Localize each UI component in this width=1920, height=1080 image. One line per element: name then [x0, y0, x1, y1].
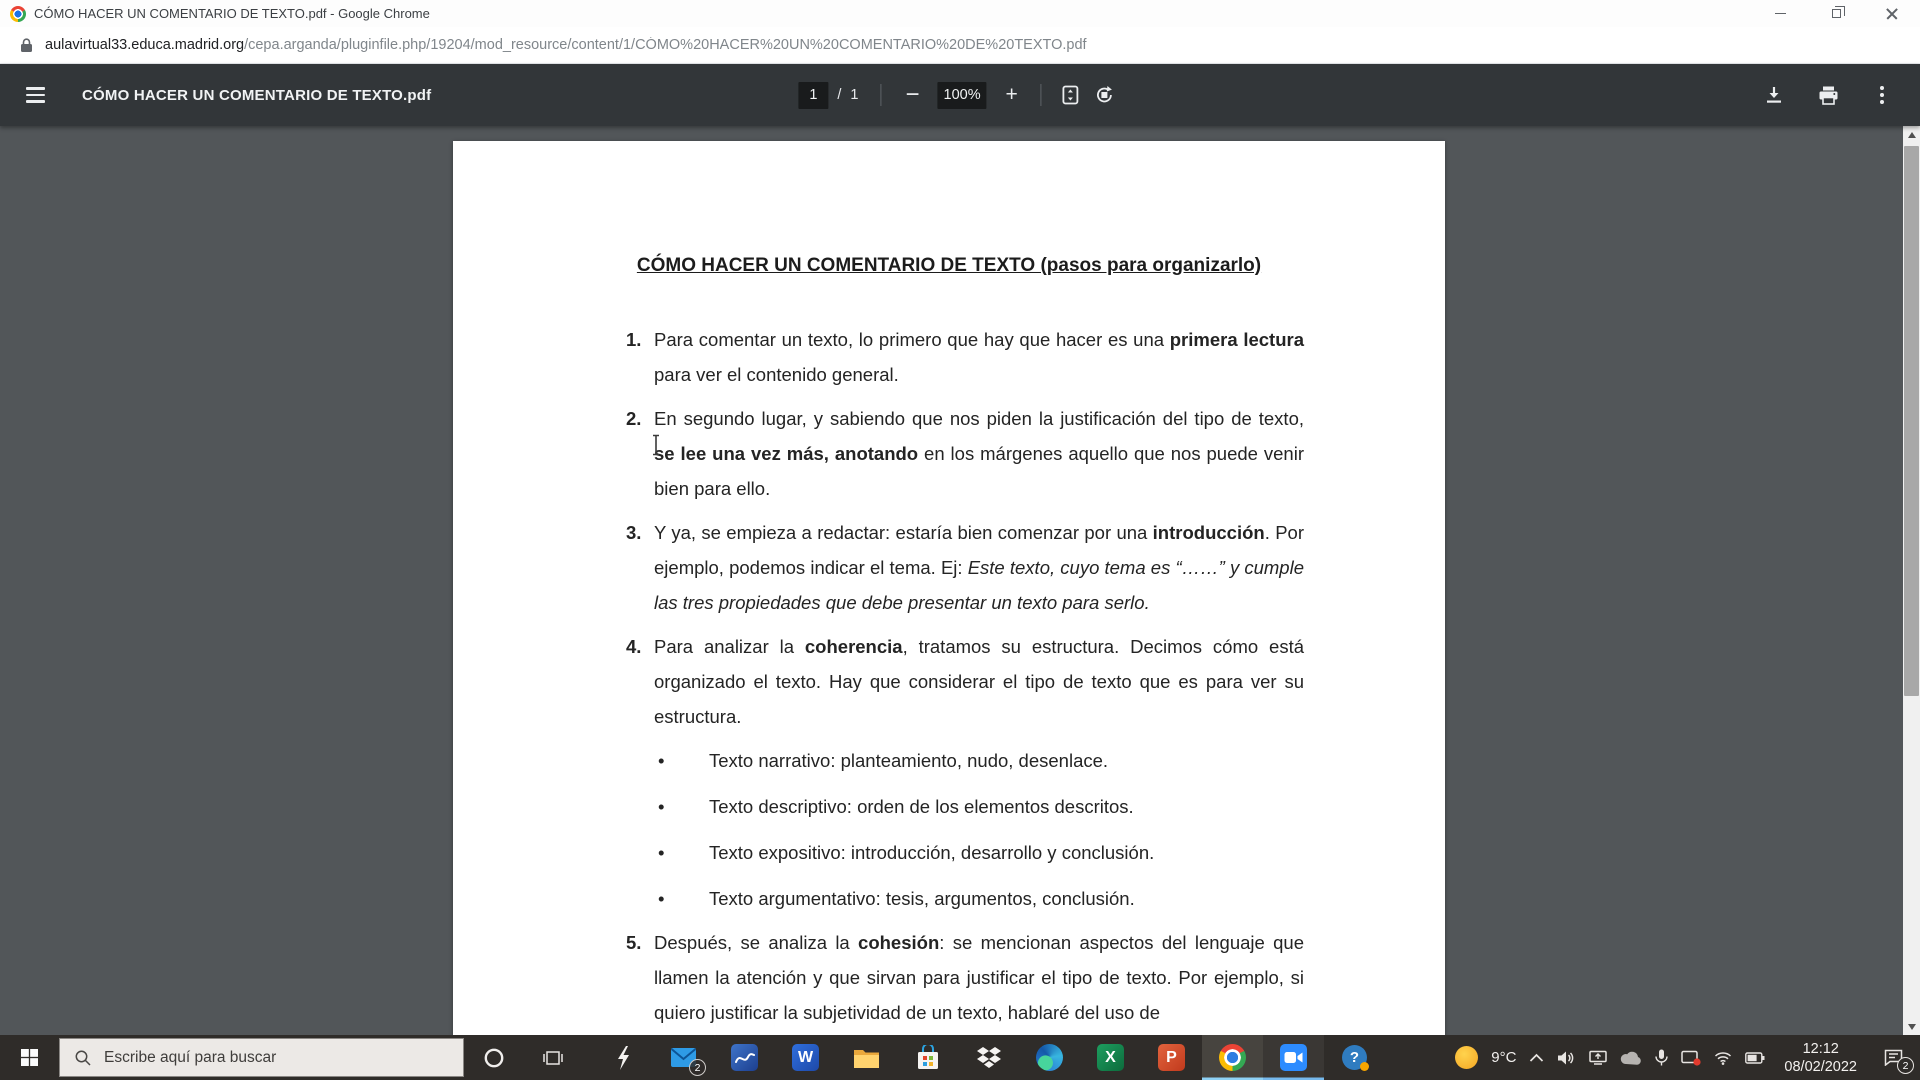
- bullet-item: • Texto descriptivo: orden de los elementos descritos.: [658, 796, 1134, 817]
- zoom-camera-icon: [1284, 1051, 1303, 1064]
- chrome-icon: [1219, 1044, 1246, 1071]
- battery-button[interactable]: [1745, 1052, 1765, 1064]
- word-icon: W: [792, 1044, 819, 1071]
- bullet-item: • Texto argumentativo: tesis, argumentos, conclusión.: [658, 888, 1135, 909]
- tray-date: 08/02/2022: [1784, 1058, 1857, 1075]
- url-path: /cepa.arganda/pluginfile.php/19204/mod_resource/content/1/CÓMO%20HACER%20UN%20COMENTARIO%20DE%20TEXTO.pdf: [244, 37, 1087, 53]
- list-item: [626, 401, 1304, 506]
- print-button[interactable]: [1814, 78, 1842, 112]
- wifi-icon: [1714, 1051, 1732, 1065]
- close-icon: [1886, 8, 1898, 20]
- cloud-icon: [1620, 1051, 1642, 1065]
- help-notification-dot: [1360, 1062, 1369, 1071]
- lock-icon: [20, 38, 33, 53]
- app-word[interactable]: [775, 1035, 836, 1080]
- document-list: [626, 322, 1304, 1030]
- restore-icon: [1832, 9, 1841, 18]
- list-item-text: En segundo lugar, y sabiendo que nos piden la justificación del tipo de texto, se lee una vez más, anotando en los márgenes aquello que nos puede venir bien para ello.: [654, 408, 1304, 499]
- fit-page-icon: [1061, 85, 1081, 105]
- list-item-text: Después, se analiza la cohesión: se mencionan aspectos del lenguaje que llamen la atención y que sirvan para justificar el tipo de texto. Por ejemplo, si quiero justificar la subjetividad de un texto, hablaré del uso de: [654, 932, 1304, 1023]
- microphone-button[interactable]: [1655, 1049, 1668, 1066]
- tray-time: 12:12: [1802, 1040, 1839, 1057]
- menu-button[interactable]: [26, 79, 58, 111]
- list-item: [626, 322, 1304, 392]
- app-mail[interactable]: [653, 1035, 714, 1080]
- scrollbar[interactable]: [1903, 126, 1920, 1035]
- zoom-out-button[interactable]: −: [905, 81, 920, 108]
- close-button[interactable]: [1864, 0, 1920, 27]
- list-item-number: 4.: [626, 636, 642, 657]
- app-microsoft-store[interactable]: [897, 1035, 958, 1080]
- task-view-icon: [543, 1049, 563, 1067]
- pdf-viewer-area[interactable]: [0, 126, 1920, 1035]
- lightning-icon: [615, 1045, 631, 1071]
- menu-icon: [26, 87, 45, 89]
- minimize-button[interactable]: [1752, 0, 1808, 27]
- list-item-text: Para analizar la coherencia, tratamos su estructura. Decimos cómo está organizado el texto. Hay que considerar el tipo de texto que es para ver su estructura.: [654, 636, 1305, 727]
- list-item-number: 2.: [626, 408, 642, 429]
- list-item-text: Para comentar un texto, lo primero que hay que hacer es una primera lectura para ver el contenido general.: [654, 329, 1304, 385]
- store-icon: [916, 1045, 940, 1071]
- download-icon: [1764, 85, 1784, 105]
- taskbar-apps: [592, 1035, 1385, 1080]
- taskbar-search-input[interactable]: [59, 1038, 464, 1077]
- zoom-level[interactable]: 100%: [938, 82, 987, 109]
- cortana-icon: [483, 1047, 505, 1069]
- page-number-input[interactable]: 1: [798, 82, 828, 109]
- text-cursor: [650, 434, 662, 456]
- scroll-up-icon[interactable]: [1903, 126, 1920, 143]
- list-item: [626, 515, 1304, 620]
- wifi-button[interactable]: [1714, 1051, 1732, 1065]
- more-options-button[interactable]: [1868, 78, 1896, 112]
- weather-icon[interactable]: [1455, 1046, 1478, 1069]
- connect-icon: [1589, 1050, 1607, 1065]
- app-excel[interactable]: [1080, 1035, 1141, 1080]
- onedrive-button[interactable]: [1620, 1051, 1642, 1065]
- notification-badge: 2: [1897, 1057, 1914, 1074]
- app-file-explorer[interactable]: [836, 1035, 897, 1080]
- temperature[interactable]: 9°C: [1491, 1049, 1517, 1066]
- address-bar[interactable]: [0, 27, 1920, 64]
- app-help[interactable]: [1324, 1035, 1385, 1080]
- list-item-number: 5.: [626, 932, 642, 953]
- system-tray: [1455, 1035, 1920, 1080]
- url-text: [45, 37, 1087, 53]
- rotate-icon: [1095, 85, 1115, 105]
- bullet-list: [654, 743, 1304, 916]
- window-title: CÓMO HACER UN COMENTARIO DE TEXTO.pdf - Google Chrome: [34, 6, 430, 21]
- list-item-number: 3.: [626, 522, 642, 543]
- windows-logo-icon: [21, 1049, 38, 1066]
- fit-page-button[interactable]: [1054, 78, 1088, 112]
- pdf-page: [453, 141, 1445, 1035]
- action-center-button[interactable]: [1876, 1049, 1910, 1072]
- document-title: CÓMO HACER UN COMENTARIO DE TEXTO (pasos para organizarlo): [636, 255, 1262, 276]
- pdf-action-buttons: [1760, 78, 1896, 112]
- more-options-icon: [1879, 85, 1885, 105]
- snip-icon: [1681, 1050, 1701, 1066]
- restore-button[interactable]: [1808, 0, 1864, 27]
- list-item: [626, 629, 1304, 916]
- toolbar-divider: [881, 84, 882, 106]
- scroll-down-icon[interactable]: [1903, 1018, 1920, 1035]
- help-icon: ?: [1342, 1045, 1367, 1070]
- app-lightning[interactable]: [592, 1035, 653, 1080]
- app-dropbox[interactable]: [958, 1035, 1019, 1080]
- cortana-button[interactable]: [464, 1035, 523, 1080]
- excel-icon: X: [1097, 1044, 1124, 1071]
- volume-button[interactable]: [1557, 1050, 1576, 1066]
- start-button[interactable]: [0, 1035, 59, 1080]
- wave-icon: [735, 1051, 755, 1065]
- pdf-title: CÓMO HACER UN COMENTARIO DE TEXTO.pdf: [82, 86, 432, 104]
- app-photos[interactable]: [714, 1035, 775, 1080]
- list-item-number: 1.: [626, 329, 642, 350]
- search-icon: [74, 1049, 92, 1067]
- page-separator: /: [837, 87, 842, 103]
- list-item-text: Y ya, se empieza a redactar: estaría bien comenzar por una introducción. Por ejemplo, podemos indicar el tema. Ej: Este texto, cuyo tema es “……” y cumple las tres propiedades que debe presentar un texto para serlo.: [654, 522, 1304, 613]
- scrollbar-thumb[interactable]: [1904, 146, 1919, 696]
- folder-icon: [853, 1047, 880, 1069]
- app-chrome[interactable]: [1202, 1035, 1263, 1080]
- download-button[interactable]: [1760, 78, 1788, 112]
- window-controls: [1752, 0, 1920, 27]
- connect-button[interactable]: [1589, 1050, 1607, 1065]
- bullet-item: • Texto expositivo: introducción, desarrollo y conclusión.: [658, 842, 1155, 863]
- chrome-favicon-icon: [10, 6, 26, 22]
- list-item: [626, 925, 1304, 1030]
- dropbox-icon: [976, 1046, 1002, 1070]
- mail-badge: 2: [689, 1059, 706, 1076]
- toolbar-divider: [1041, 84, 1042, 106]
- pdf-page-controls: [798, 78, 1121, 112]
- bullet-item: • Texto narrativo: planteamiento, nudo, desenlace.: [658, 750, 1109, 771]
- page-total: 1: [850, 87, 859, 103]
- tray-expand-button[interactable]: [1529, 1053, 1544, 1063]
- minimize-icon: [1775, 13, 1786, 15]
- app-edge[interactable]: [1019, 1035, 1080, 1080]
- speaker-icon: [1557, 1050, 1576, 1066]
- window-titlebar: [0, 0, 1920, 27]
- rotate-button[interactable]: [1088, 78, 1122, 112]
- battery-icon: [1745, 1052, 1765, 1064]
- task-view-button[interactable]: [523, 1035, 582, 1080]
- url-domain: aulavirtual33.educa.madrid.org: [45, 37, 245, 53]
- edge-icon: [1036, 1044, 1063, 1071]
- powerpoint-icon: P: [1158, 1044, 1185, 1071]
- chevron-up-icon: [1529, 1053, 1544, 1063]
- search-placeholder: Escribe aquí para buscar: [104, 1048, 277, 1066]
- app-powerpoint[interactable]: [1141, 1035, 1202, 1080]
- pdf-toolbar: [0, 64, 1920, 126]
- app-zoom[interactable]: [1263, 1035, 1324, 1080]
- clock[interactable]: [1784, 1040, 1857, 1076]
- snip-button[interactable]: [1681, 1050, 1701, 1066]
- print-icon: [1818, 85, 1839, 106]
- microphone-icon: [1655, 1049, 1668, 1066]
- zoom-in-button[interactable]: +: [1005, 83, 1018, 106]
- taskbar: [0, 1035, 1920, 1080]
